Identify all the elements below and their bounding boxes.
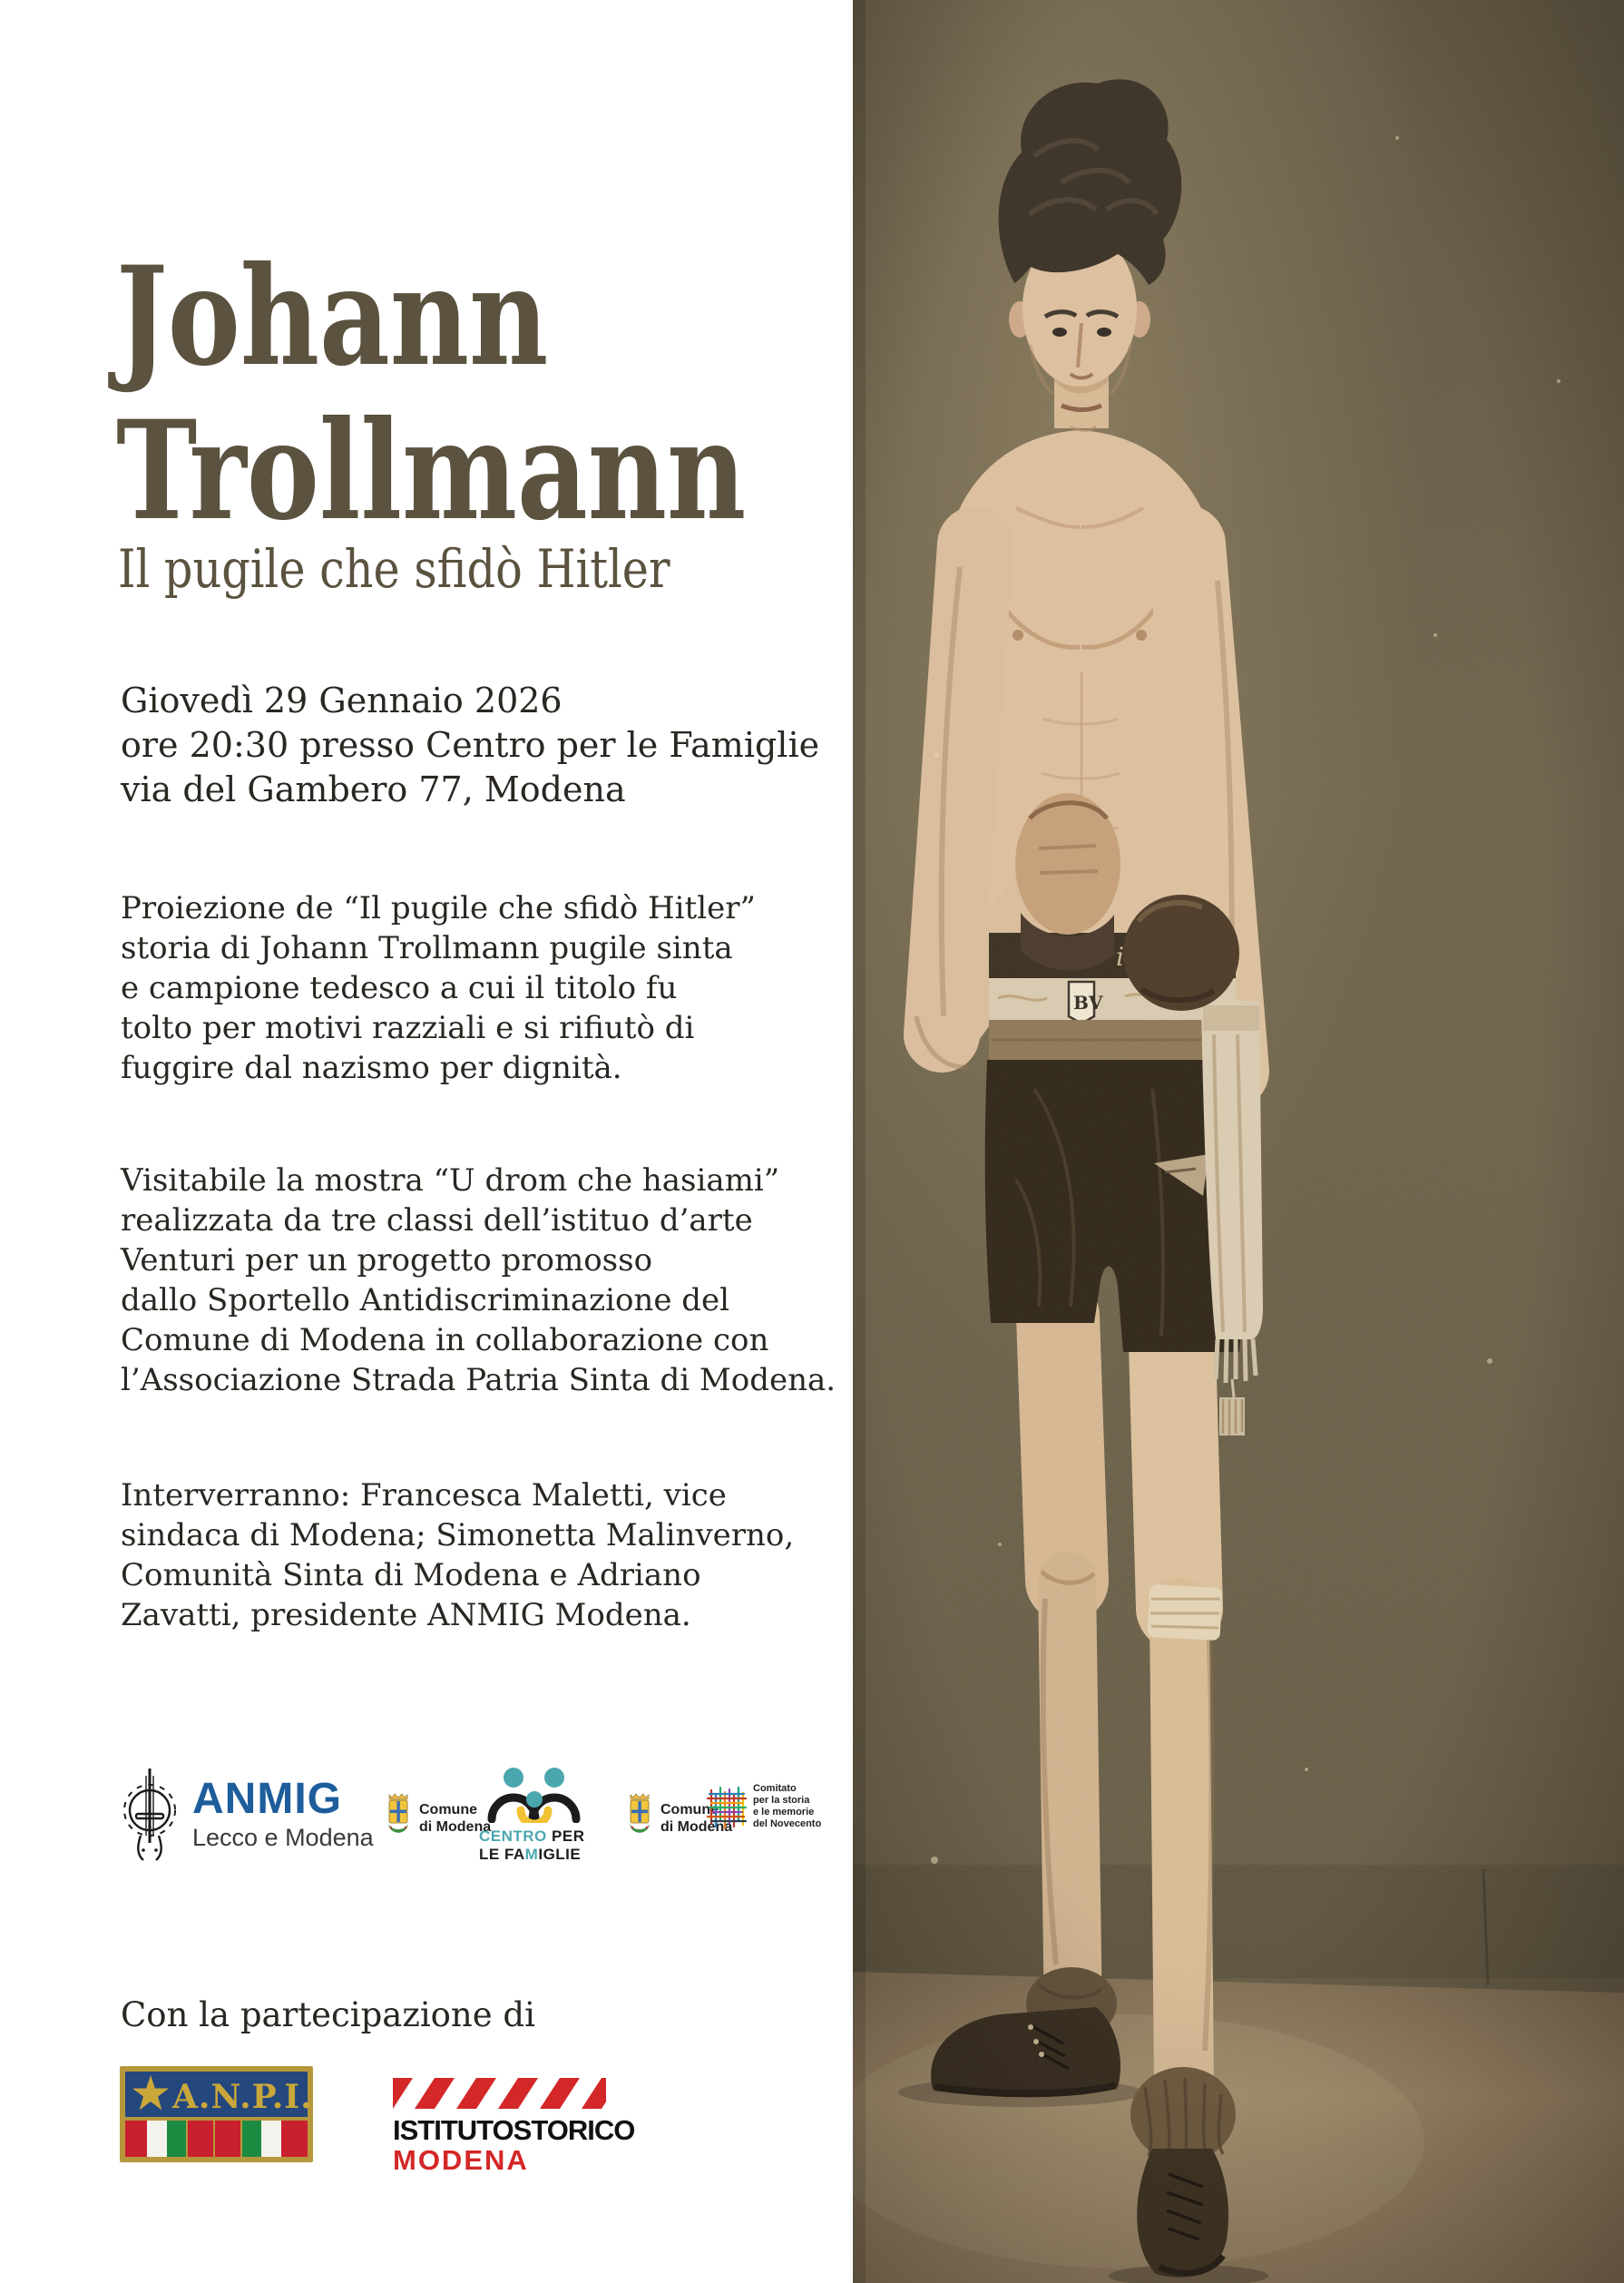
anmig-emblem-icon xyxy=(116,1763,183,1865)
event-date: Giovedì 29 Gennaio 2026 xyxy=(121,681,563,720)
paragraph-speakers: Interverranno: Francesca Maletti, vice sindaca di Modena; Simonetta Malinverno, Comunità Sinta di Modena e Adriano Zavatti, presidente ANMIG Modena. xyxy=(121,1477,795,1633)
participation-label: Con la partecipazione di xyxy=(121,1995,535,2034)
anpi-tricolor-stripes xyxy=(125,2121,308,2157)
istituto-city: MODENA xyxy=(393,2144,529,2176)
poster-title xyxy=(116,237,904,551)
event-time-venue: ore 20:30 presso Centro per le Famiglie xyxy=(121,725,820,765)
poster-subtitle: Il pugile che sfidò Hitler xyxy=(118,538,670,600)
boxer-photo xyxy=(853,0,1624,2283)
anmig-name: ANMIG xyxy=(192,1775,342,1823)
istituto-name: ISTITUTOSTORICO xyxy=(393,2114,635,2146)
comitato-novecento-logo: Comitato per la storia e le memorie del Novecento xyxy=(706,1783,851,1847)
centro-famiglie-logo: CENTRO PER LE FAMIGLIE xyxy=(479,1765,588,1864)
istituto-storico-logo xyxy=(393,2078,665,2175)
partner-logos-row xyxy=(0,1756,853,1874)
title-line-1: Johann xyxy=(116,237,549,397)
comune-modena-crest-icon xyxy=(383,1792,414,1841)
comune-modena-crest-icon xyxy=(624,1792,655,1841)
comune-modena-logo-1: Comune di Modena xyxy=(383,1792,492,1847)
comune-modena-logo-2: Comune di Modena xyxy=(624,1792,733,1847)
istituto-stripes-icon xyxy=(393,2078,606,2109)
anmig-subtitle: Lecco e Modena xyxy=(192,1824,374,1851)
anmig-logo xyxy=(192,1776,374,1852)
centro-famiglie-figures-icon xyxy=(486,1765,582,1823)
comitato-grid-icon xyxy=(706,1785,748,1830)
paragraph-screening: Proiezione de “Il pugile che sfidò Hitler” storia di Johann Trollmann pugile sinta e campione tedesco a cui il titolo fu tolto per motivi razziali e si rifiutò di fuggire dal nazismo per dignità. xyxy=(121,890,756,1086)
event-address: via del Gambero 77, Modena xyxy=(121,769,626,809)
event-details xyxy=(121,679,819,812)
anpi-logo xyxy=(120,2066,313,2162)
title-line-2: Trollmann xyxy=(116,391,747,551)
anpi-acronym: A.N.P.I. xyxy=(172,2078,313,2116)
paragraph-exhibition: Visitabile la mostra “U drom che hasiami” realizzata da tre classi dell’istituo d’arte Venturi per un progetto promosso dallo Sportello Antidiscriminazione del Comune di Modena in collaborazione con l’Associazione Strada Patria Sinta di Modena. xyxy=(121,1162,836,1398)
